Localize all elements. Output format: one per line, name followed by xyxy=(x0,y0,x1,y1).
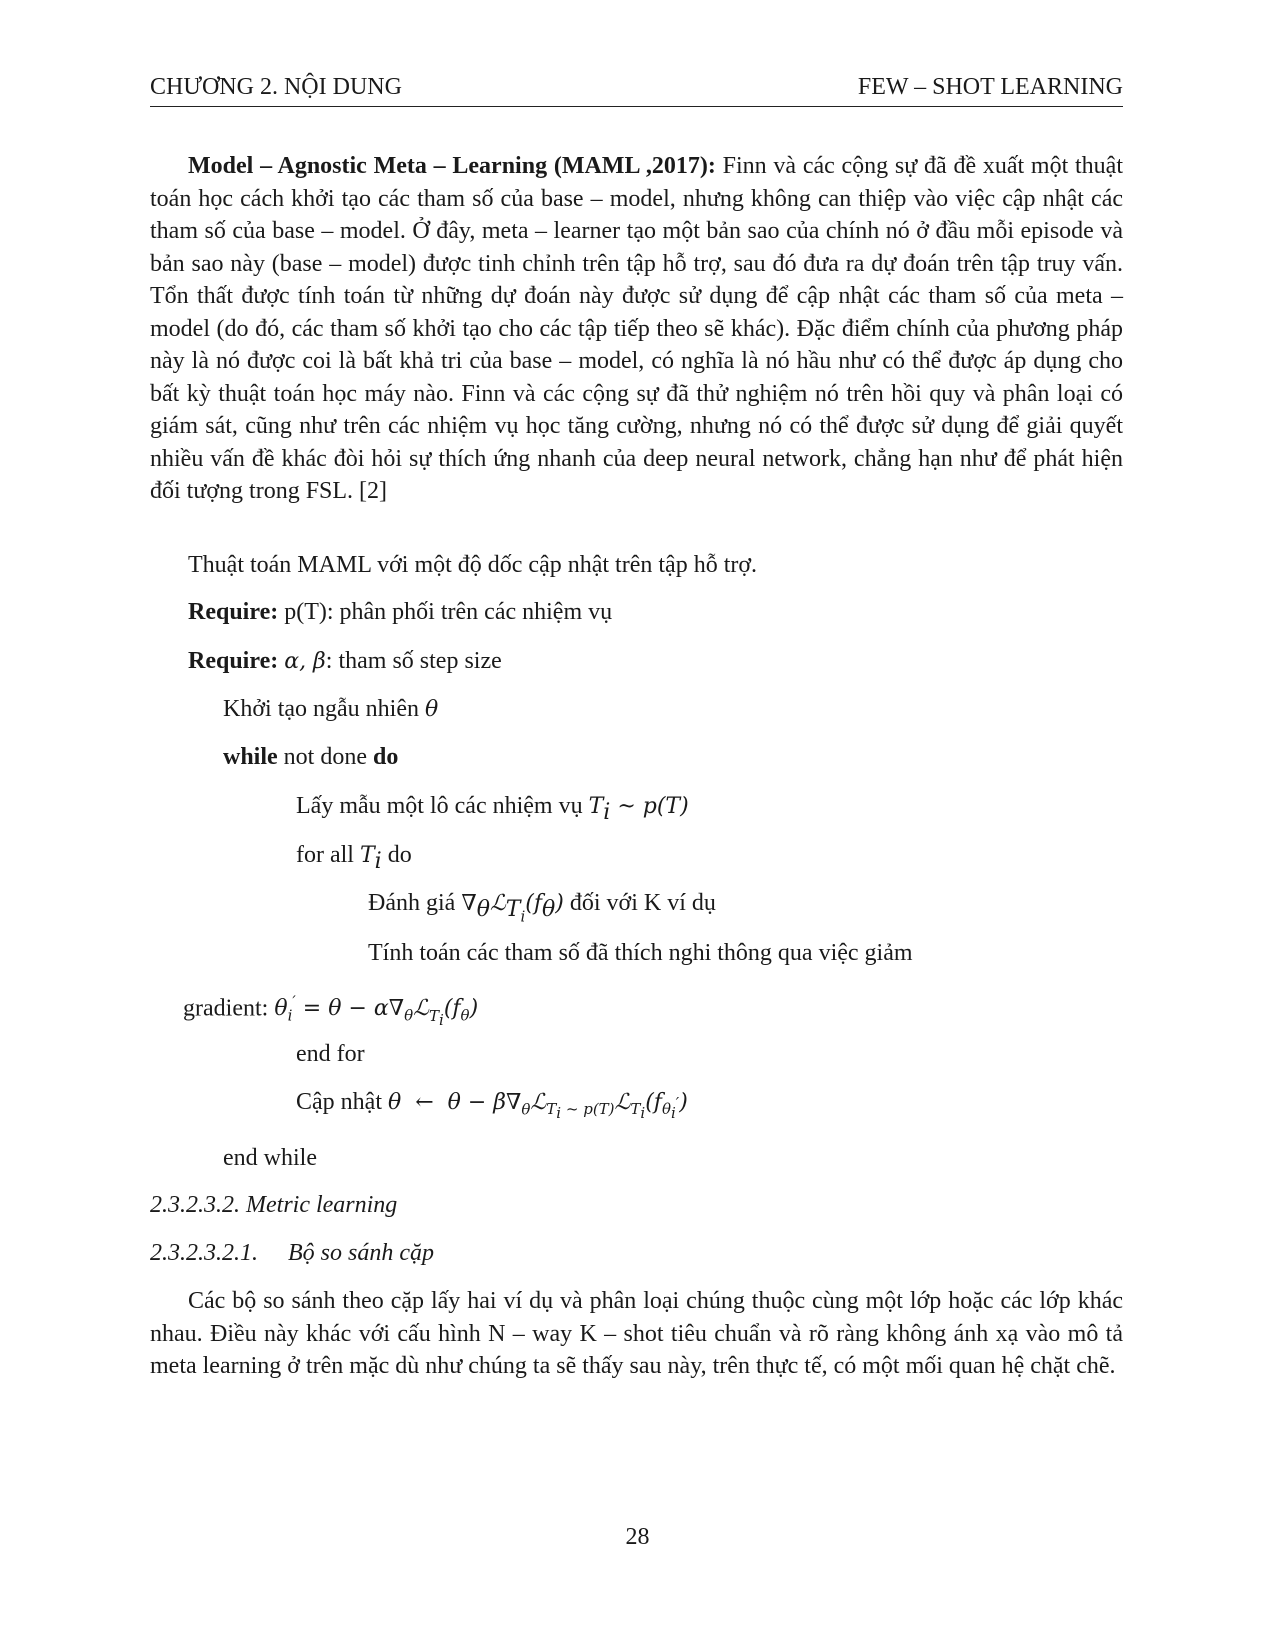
update-line xyxy=(296,1087,688,1128)
pairwise-text: Các bộ so sánh theo cặp lấy hai ví dụ và phân loại chúng thuộc cùng một lớp hoặc các lớp khác nhau. Điều này khác với cấu hình N – way K – shot tiêu chuẩn và rõ ràng không ánh xạ vào mô tả meta learning ở trên mặc dù như chúng ta sẽ thấy sau này, trên thực tế, có một mối quan hệ chặt chẽ. xyxy=(150,1288,1123,1379)
forall-math: T xyxy=(359,843,375,868)
require-line-2 xyxy=(188,646,502,677)
forall-line xyxy=(296,840,412,877)
eval-loss: ℒ xyxy=(489,891,506,916)
sample-math: T xyxy=(588,794,604,819)
maml-paragraph xyxy=(150,150,1123,508)
sample-sub: i xyxy=(603,799,611,825)
nabla-symbol: ∇ xyxy=(461,891,477,916)
eval-line xyxy=(368,888,716,931)
eval-text: Đánh giá xyxy=(368,890,456,916)
init-text: Khởi tạo ngẫu nhiên xyxy=(223,696,419,722)
update-text: Cập nhật xyxy=(296,1089,382,1115)
page-number: 28 xyxy=(625,1524,650,1550)
require-math: α, β xyxy=(284,649,326,674)
eval-text-2: đối với K ví dụ xyxy=(569,890,716,916)
forall-sub: i xyxy=(374,848,382,874)
page-header xyxy=(150,70,1123,107)
eval-theta: θ xyxy=(476,896,490,922)
maml-title: Model – Agnostic Meta – Learning (MAML ,2017): xyxy=(188,153,716,179)
eval-f-theta: θ xyxy=(542,896,556,922)
sample-text: Lấy mẫu một lô các nhiệm vụ xyxy=(296,793,583,819)
header-chapter: CHƯƠNG 2. NỘI DUNG xyxy=(150,74,402,100)
section-heading-pairwise xyxy=(150,1238,434,1268)
header-title: FEW – SHOT LEARNING xyxy=(857,74,1123,100)
gradient-formula: $\theta_i' = \theta$ − $\alpha\nabla_\theta ℒ_{T_i}(f_\theta)$ xyxy=(274,993,479,1029)
gradient-label: gradient: xyxy=(183,995,269,1022)
forall-do: do xyxy=(387,842,412,868)
endfor-line: end for xyxy=(296,1041,365,1067)
forall-text: for all xyxy=(296,842,354,868)
maml-body: Finn và các cộng sự đã đề xuất một thuật toán học cách khởi tạo các tham số của base – model, nhưng không can thiệp vào việc cập nhật các tham số của base – model. Ở đây, meta – learner tạo một bản sao của chính nó ở đầu mỗi episode và bản sao này (base – model) được tinh chỉnh trên tập hỗ trợ, sau đó đưa ra dự đoán trên tập truy vấn. Tổn thất được tính toán từ những dự đoán này được sử dụng để cập nhật các tham số của meta – model (do đó, các tham số khởi tạo cho các tập tiếp theo sẽ khác). Đặc điểm chính của phương pháp này là nó được coi là bất khả tri của base – model, có nghĩa là nó hầu như có thể được áp dụng cho bất kỳ thuật toán học máy nào. Finn và các cộng sự đã thử nghiệm nó trên hồi quy và phân loại có giám sát, cũng như trên các nhiệm vụ học tăng cường, nhưng nó có thể được sử dụng để giải quyết nhiều vấn đề khác đòi hỏi sự thích ứng nhanh của deep neural network, chẳng hạn như để phát hiện đối tượng trong FSL. [2] xyxy=(150,153,1123,504)
eval-task: Ti xyxy=(505,896,526,926)
update-formula: θ ← $\theta - \beta\nabla_\theta ℒ_{T_i \sim p(T)}ℒ_{T_i}(f_{\theta_i'})$ xyxy=(387,1090,688,1123)
while-line xyxy=(223,742,398,772)
require-label: Require: xyxy=(188,599,279,625)
require-text: p(T): phân phối trên các nhiệm vụ xyxy=(284,599,613,625)
compute-line: Tính toán các tham số đã thích nghi thông qua việc giảm xyxy=(368,940,913,966)
gradient-line xyxy=(183,987,478,1035)
section-heading-metric: 2.3.2.3.2. Metric learning xyxy=(150,1192,398,1218)
init-line xyxy=(223,694,438,725)
while-text: not done xyxy=(283,744,367,770)
require-label: Require: xyxy=(188,648,279,674)
while-keyword: while xyxy=(223,744,278,770)
section-number: 2.3.2.3.2.1. xyxy=(150,1240,258,1266)
eval-close: ) xyxy=(555,891,564,916)
section-title: Bộ so sánh cặp xyxy=(288,1240,434,1266)
endwhile-line: end while xyxy=(223,1145,317,1171)
algorithm-intro: Thuật toán MAML với một độ dốc cập nhật trên tập hỗ trợ. xyxy=(188,552,758,578)
require-line-1 xyxy=(188,597,612,627)
pairwise-paragraph xyxy=(150,1285,1123,1383)
eval-f: (f xyxy=(525,891,543,916)
sample-line xyxy=(296,791,689,828)
do-keyword: do xyxy=(373,744,399,770)
theta-symbol: θ xyxy=(424,697,439,722)
require-text: : tham số step size xyxy=(325,648,502,674)
sample-rest: ~ p(T) xyxy=(610,794,689,819)
